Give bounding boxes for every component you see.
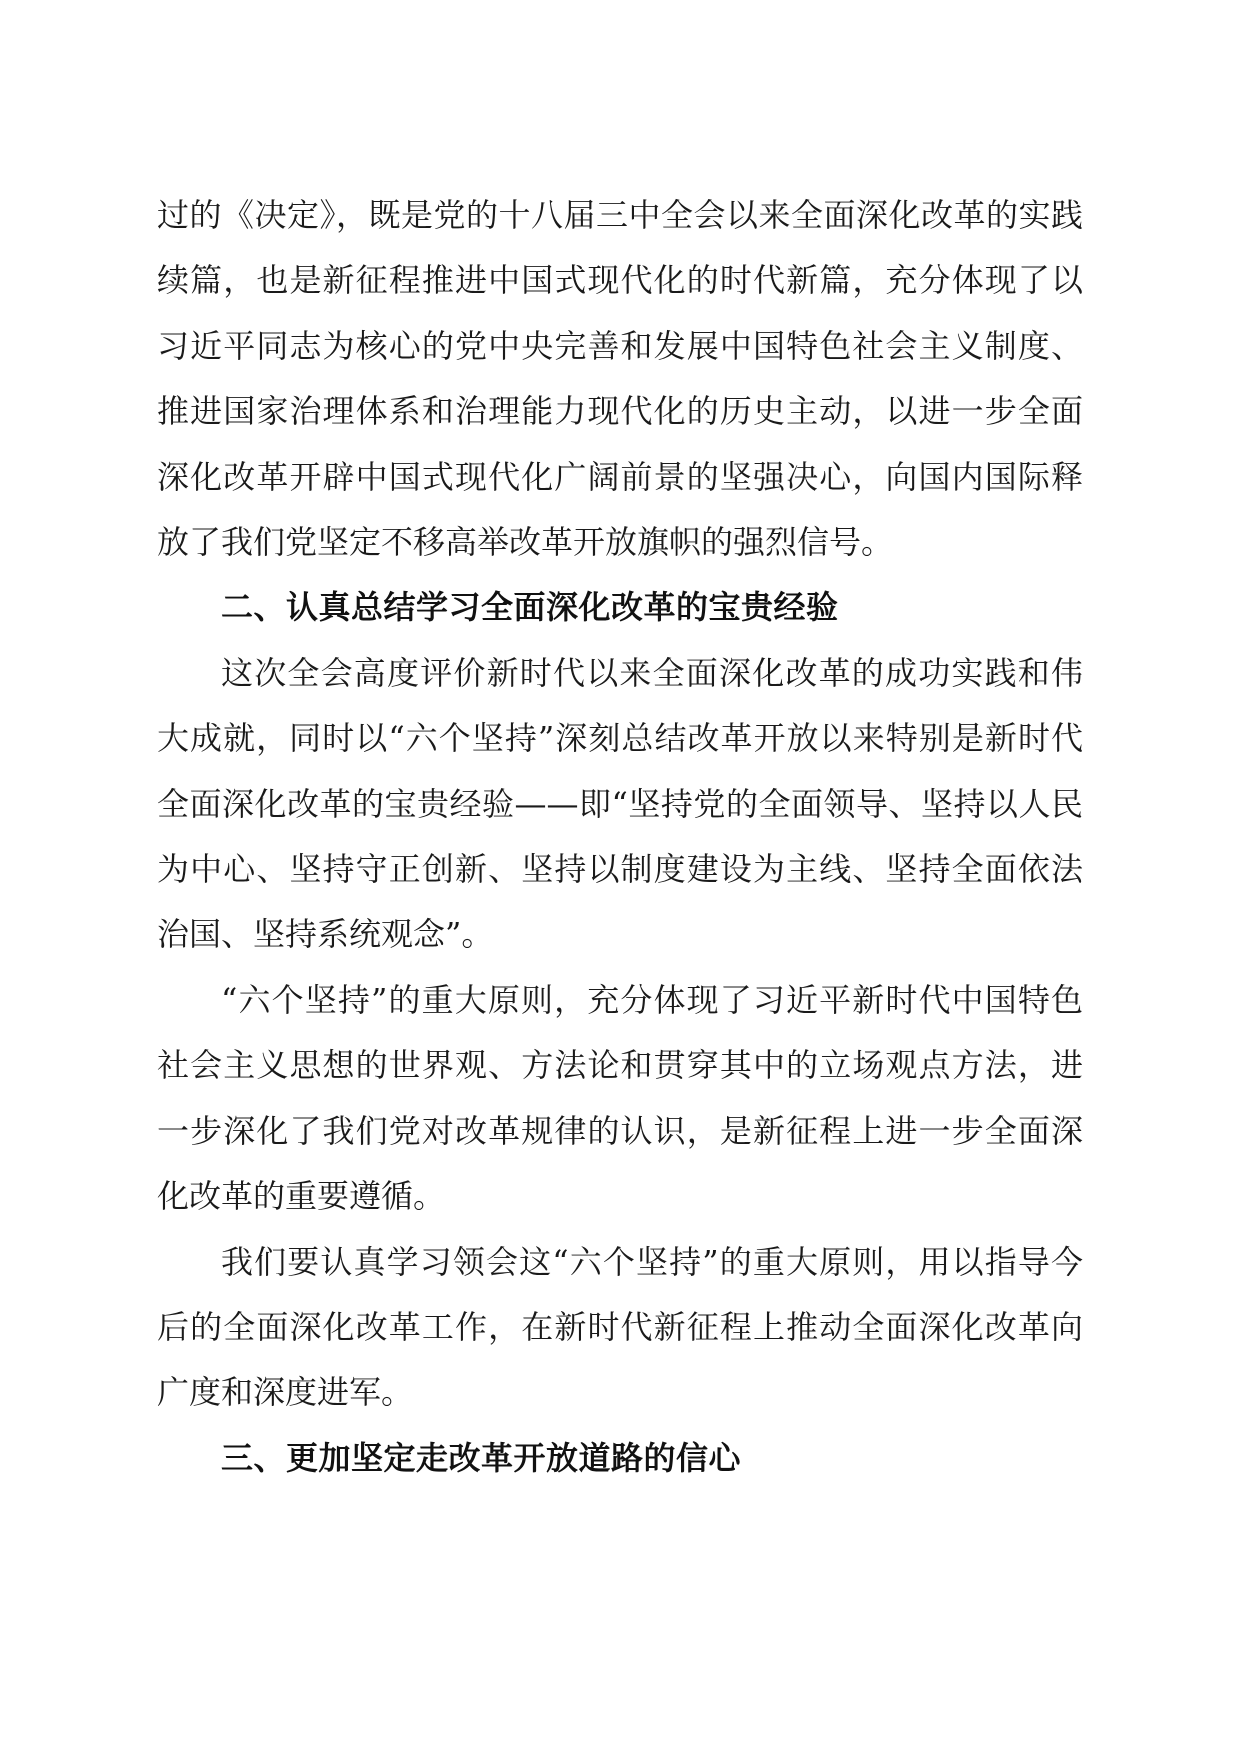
paragraph-study-guidance: 我们要认真学习领会这“六个坚持”的重大原则，用以指导今后的全面深化改革工作，在新时代新征程上推动全面深化改革向广度和深度进军。	[157, 1242, 1083, 1412]
document-body	[157, 183, 1083, 1491]
paragraph-six-principles-significance: “六个坚持”的重大原则，充分体现了习近平新时代中国特色社会主义思想的世界观、方法论和贯穿其中的立场观点方法，进一步深化了我们党对改革规律的认识，是新征程上进一步全面深化改革的重要遵循。	[157, 980, 1083, 1216]
paragraph-six-principles-summary: 这次全会高度评价新时代以来全面深化改革的成功实践和伟大成就，同时以“六个坚持”深刻总结改革开放以来特别是新时代全面深化改革的宝贵经验——即“坚持党的全面领导、坚持以人民为中心、坚持守正创新、坚持以制度建设为主线、坚持全面依法治国、坚持系统观念”。	[157, 653, 1083, 954]
section-heading-three: 三、更加坚定走改革开放道路的信心	[221, 1438, 742, 1477]
section-heading-two: 二、认真总结学习全面深化改革的宝贵经验	[221, 588, 839, 627]
paragraph-continuation: 过的《决定》，既是党的十八届三中全会以来全面深化改革的实践续篇，也是新征程推进中国式现代化的时代新篇，充分体现了以习近平同志为核心的党中央完善和发展中国特色社会主义制度、推进国家治理体系和治理能力现代化的历史主动，以进一步全面深化改革开辟中国式现代化广阔前景的坚强决心，向国内国际释放了我们党坚定不移高举改革开放旗帜的强烈信号。	[157, 196, 1083, 562]
